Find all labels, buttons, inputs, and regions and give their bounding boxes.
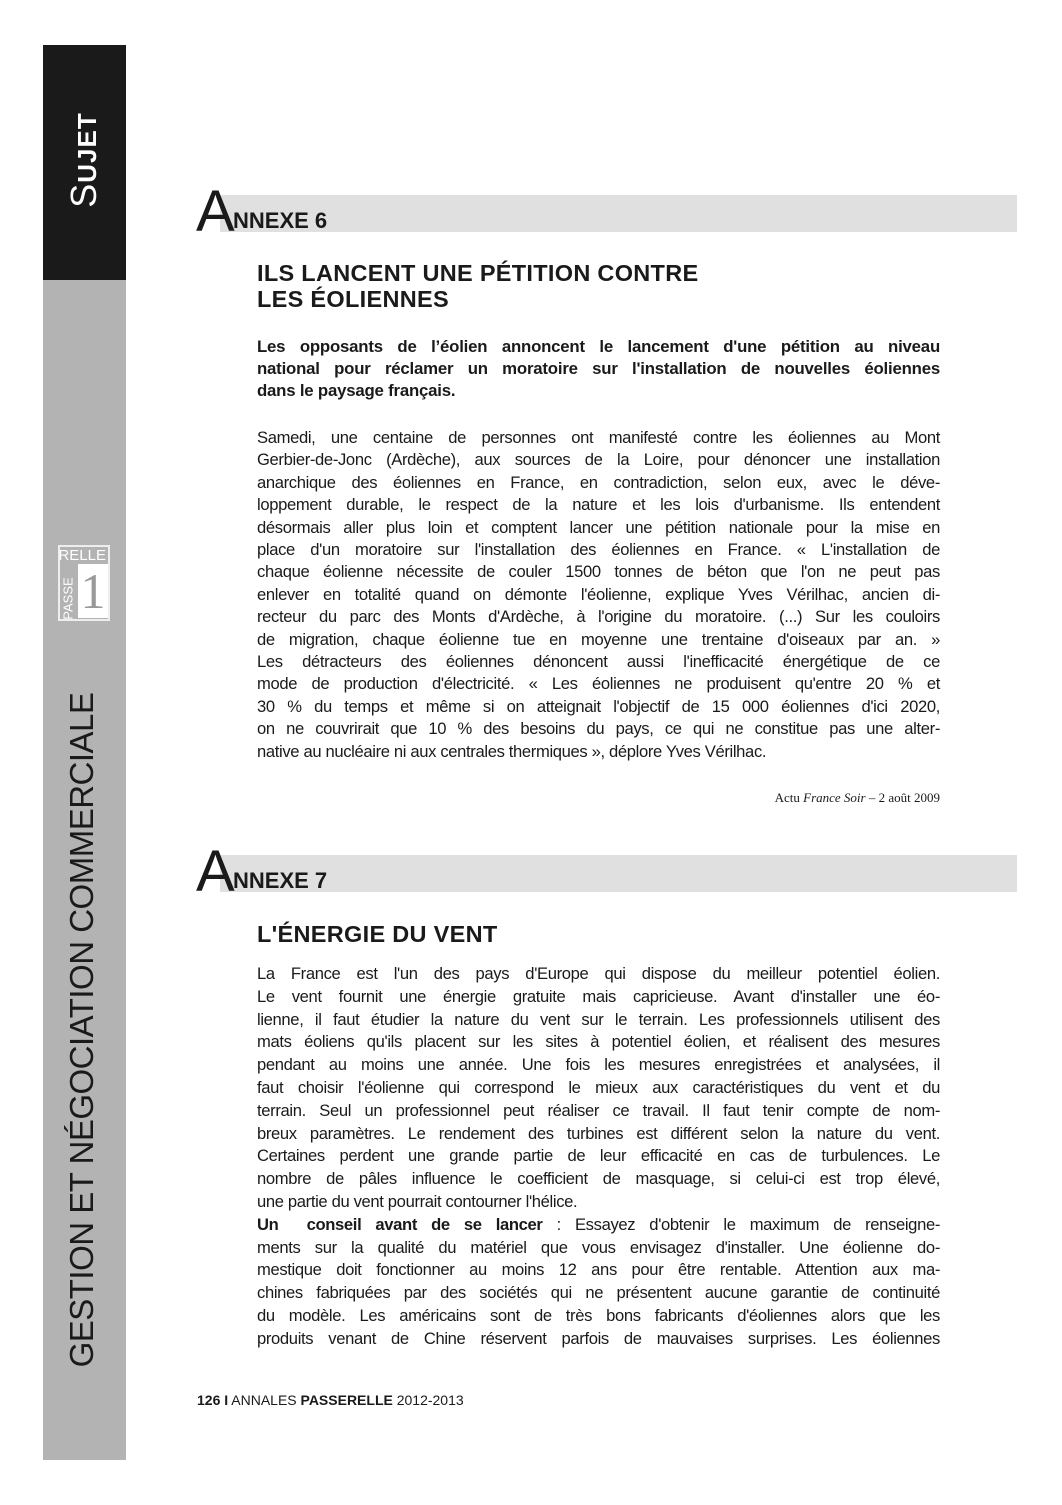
annex-7-body bbox=[257, 963, 940, 1351]
title-line: LES ÉOLIENNES bbox=[257, 286, 449, 312]
footer-brand: PASSERELLE bbox=[300, 1392, 393, 1408]
footer-years: 2012-2013 bbox=[392, 1392, 464, 1408]
text-line: recteur du parc des Monts d'Ardèche, à l'origine du moratoire. (...) Sur les couloirs bbox=[257, 607, 940, 627]
text-line: Les détracteurs des éoliennes dénoncent aussi l'inefficacité énergétique de ce bbox=[257, 652, 940, 672]
passerelle-logo bbox=[58, 545, 110, 621]
text-line: anarchique des éoliennes en France, en contradiction, selon eux, avec le déve- bbox=[257, 472, 940, 492]
section-initial: S bbox=[63, 182, 104, 208]
annex-6-body bbox=[257, 427, 940, 763]
source-date: – 2 août 2009 bbox=[865, 790, 940, 805]
annex-7-title: L'ÉNERGIE DU VENT bbox=[257, 921, 498, 947]
text-line: Samedi, une centaine de personnes ont manifesté contre les éoliennes au Mont bbox=[257, 428, 940, 447]
text-line: Certaines perdent une grande partie de leur efficacité en cas de turbulences. Le bbox=[257, 1146, 940, 1166]
annex-6-heading: NNEXE 6 bbox=[233, 208, 328, 233]
logo-number: 1 bbox=[78, 564, 108, 618]
annex-6-lead bbox=[257, 336, 940, 402]
text-line: terrain. Seul un professionnel peut réaliser ce travail. Il faut tenir compte de nom- bbox=[257, 1100, 940, 1120]
text-line: La France est l'un des pays d'Europe qui dispose du meilleur potentiel éolien. bbox=[257, 964, 940, 983]
text-line: on ne couvrirait que 10 % des besoins du pays, ce qui ne constitue pas une alter- bbox=[257, 719, 940, 739]
advice-label: Un conseil avant de se lancer bbox=[257, 1214, 543, 1234]
annex-6-bar bbox=[220, 195, 1017, 232]
text-line: 30 % du temps et même si on atteignait l'objectif de 15 000 éoliennes d'ici 2020, bbox=[257, 696, 940, 716]
text-line: désormais aller plus loin et comptent lancer une pétition nationale pour la mise en bbox=[257, 517, 940, 537]
footer-annales: ANNALES bbox=[228, 1392, 301, 1408]
text-line: une partie du vent pourrait contourner l'hélice. bbox=[257, 1191, 578, 1211]
text-line: lienne, il faut étudier la nature du vent sur le terrain. Les professionnels utilisent des bbox=[257, 1009, 940, 1029]
text-line: chines fabriquées par des sociétés qui ne présentent aucune garantie de continuité bbox=[257, 1283, 940, 1303]
logo-top-text: RELLE bbox=[58, 547, 106, 564]
text-line: mats éoliens qu'ils placent sur les sites à potentiel éolien, et réalisent des mesures bbox=[257, 1032, 940, 1052]
text-line: Les opposants de l’éolien annoncent le lancement d'une pétition au niveau bbox=[257, 337, 940, 356]
text-line: enlever en totalité quand on démonte l'éolienne, explique Yves Vérilhac, ancien di- bbox=[257, 584, 940, 604]
text-line: pendant au moins une année. Une fois les mesures enregistrées et analysées, il bbox=[257, 1055, 940, 1075]
text-line: mode de production d'électricité. « Les éoliennes ne produisent qu'entre 20 % et bbox=[257, 674, 940, 694]
section-rest: UJET bbox=[72, 112, 102, 183]
text-line: Le vent fournit une énergie gratuite mais capricieuse. Avant d'installer une éo- bbox=[257, 986, 940, 1006]
text-line: faut choisir l'éolienne qui correspond le mieux aux caractéristiques du vent et du bbox=[257, 1077, 940, 1097]
text-line: mestique doit fonctionner au moins 12 ans pour être rentable. Attention aux ma- bbox=[257, 1260, 940, 1280]
annex-7-initial: A bbox=[196, 839, 235, 904]
page-number: 126 I bbox=[197, 1392, 229, 1408]
logo-side-text: PASSE bbox=[60, 577, 76, 620]
section-label bbox=[63, 112, 105, 207]
text-line: dans le paysage français. bbox=[257, 381, 456, 400]
page-footer bbox=[197, 1392, 464, 1408]
text-line: Gerbier-de-Jonc (Ardèche), aux sources de la Loire, pour dénoncer une installation bbox=[257, 450, 940, 470]
text-line: du modèle. Les américains sont de très bons fabricants d'éoliennes alors que les bbox=[257, 1305, 940, 1325]
source-prefix: Actu bbox=[774, 790, 804, 805]
advice-text: : Essayez d'obtenir le maximum de renseigne- bbox=[542, 1214, 940, 1234]
annex-7-bar bbox=[220, 855, 1017, 892]
text-line: loppement durable, le respect de la nature et les lois d'urbanisme. Ils entendent bbox=[257, 495, 940, 515]
source-publication: France Soir bbox=[803, 790, 866, 805]
advice-line bbox=[257, 1214, 940, 1237]
subject-label: GESTION ET NÉGOCIATION COMMERCIALE bbox=[63, 692, 100, 1368]
annex-6-initial: A bbox=[196, 179, 235, 244]
text-line: place d'un moratoire sur l'installation des éoliennes en France. « L'installation de bbox=[257, 540, 940, 560]
text-line: nombre de pâles influence le coefficient de masquage, si celui-ci est trop élevé, bbox=[257, 1169, 940, 1189]
annex-6-title bbox=[257, 260, 698, 312]
text-line: breux paramètres. Le rendement des turbines est différent selon la nature du vent. bbox=[257, 1123, 940, 1143]
text-line: produits venant de Chine réservent parfois de mauvaises surprises. Les éoliennes bbox=[257, 1328, 940, 1348]
source-citation bbox=[775, 790, 940, 806]
title-line: ILS LANCENT UNE PÉTITION CONTRE bbox=[257, 260, 699, 286]
text-line: chaque éolienne nécessite de couler 1500 tonnes de béton que l'on ne peut pas bbox=[257, 562, 940, 582]
text-line: de migration, chaque éolienne tue en moyenne une trentaine d'oiseaux par an. » bbox=[257, 629, 940, 649]
text-line: ments sur la qualité du matériel que vous envisagez d'installer. Une éolienne do- bbox=[257, 1237, 940, 1257]
text-line: national pour réclamer un moratoire sur l'installation de nouvelles éoliennes bbox=[257, 359, 940, 378]
annex-7-heading: NNEXE 7 bbox=[233, 868, 328, 893]
text-line: native au nucléaire ni aux centrales thermiques », déplore Yves Vérilhac. bbox=[257, 741, 767, 761]
